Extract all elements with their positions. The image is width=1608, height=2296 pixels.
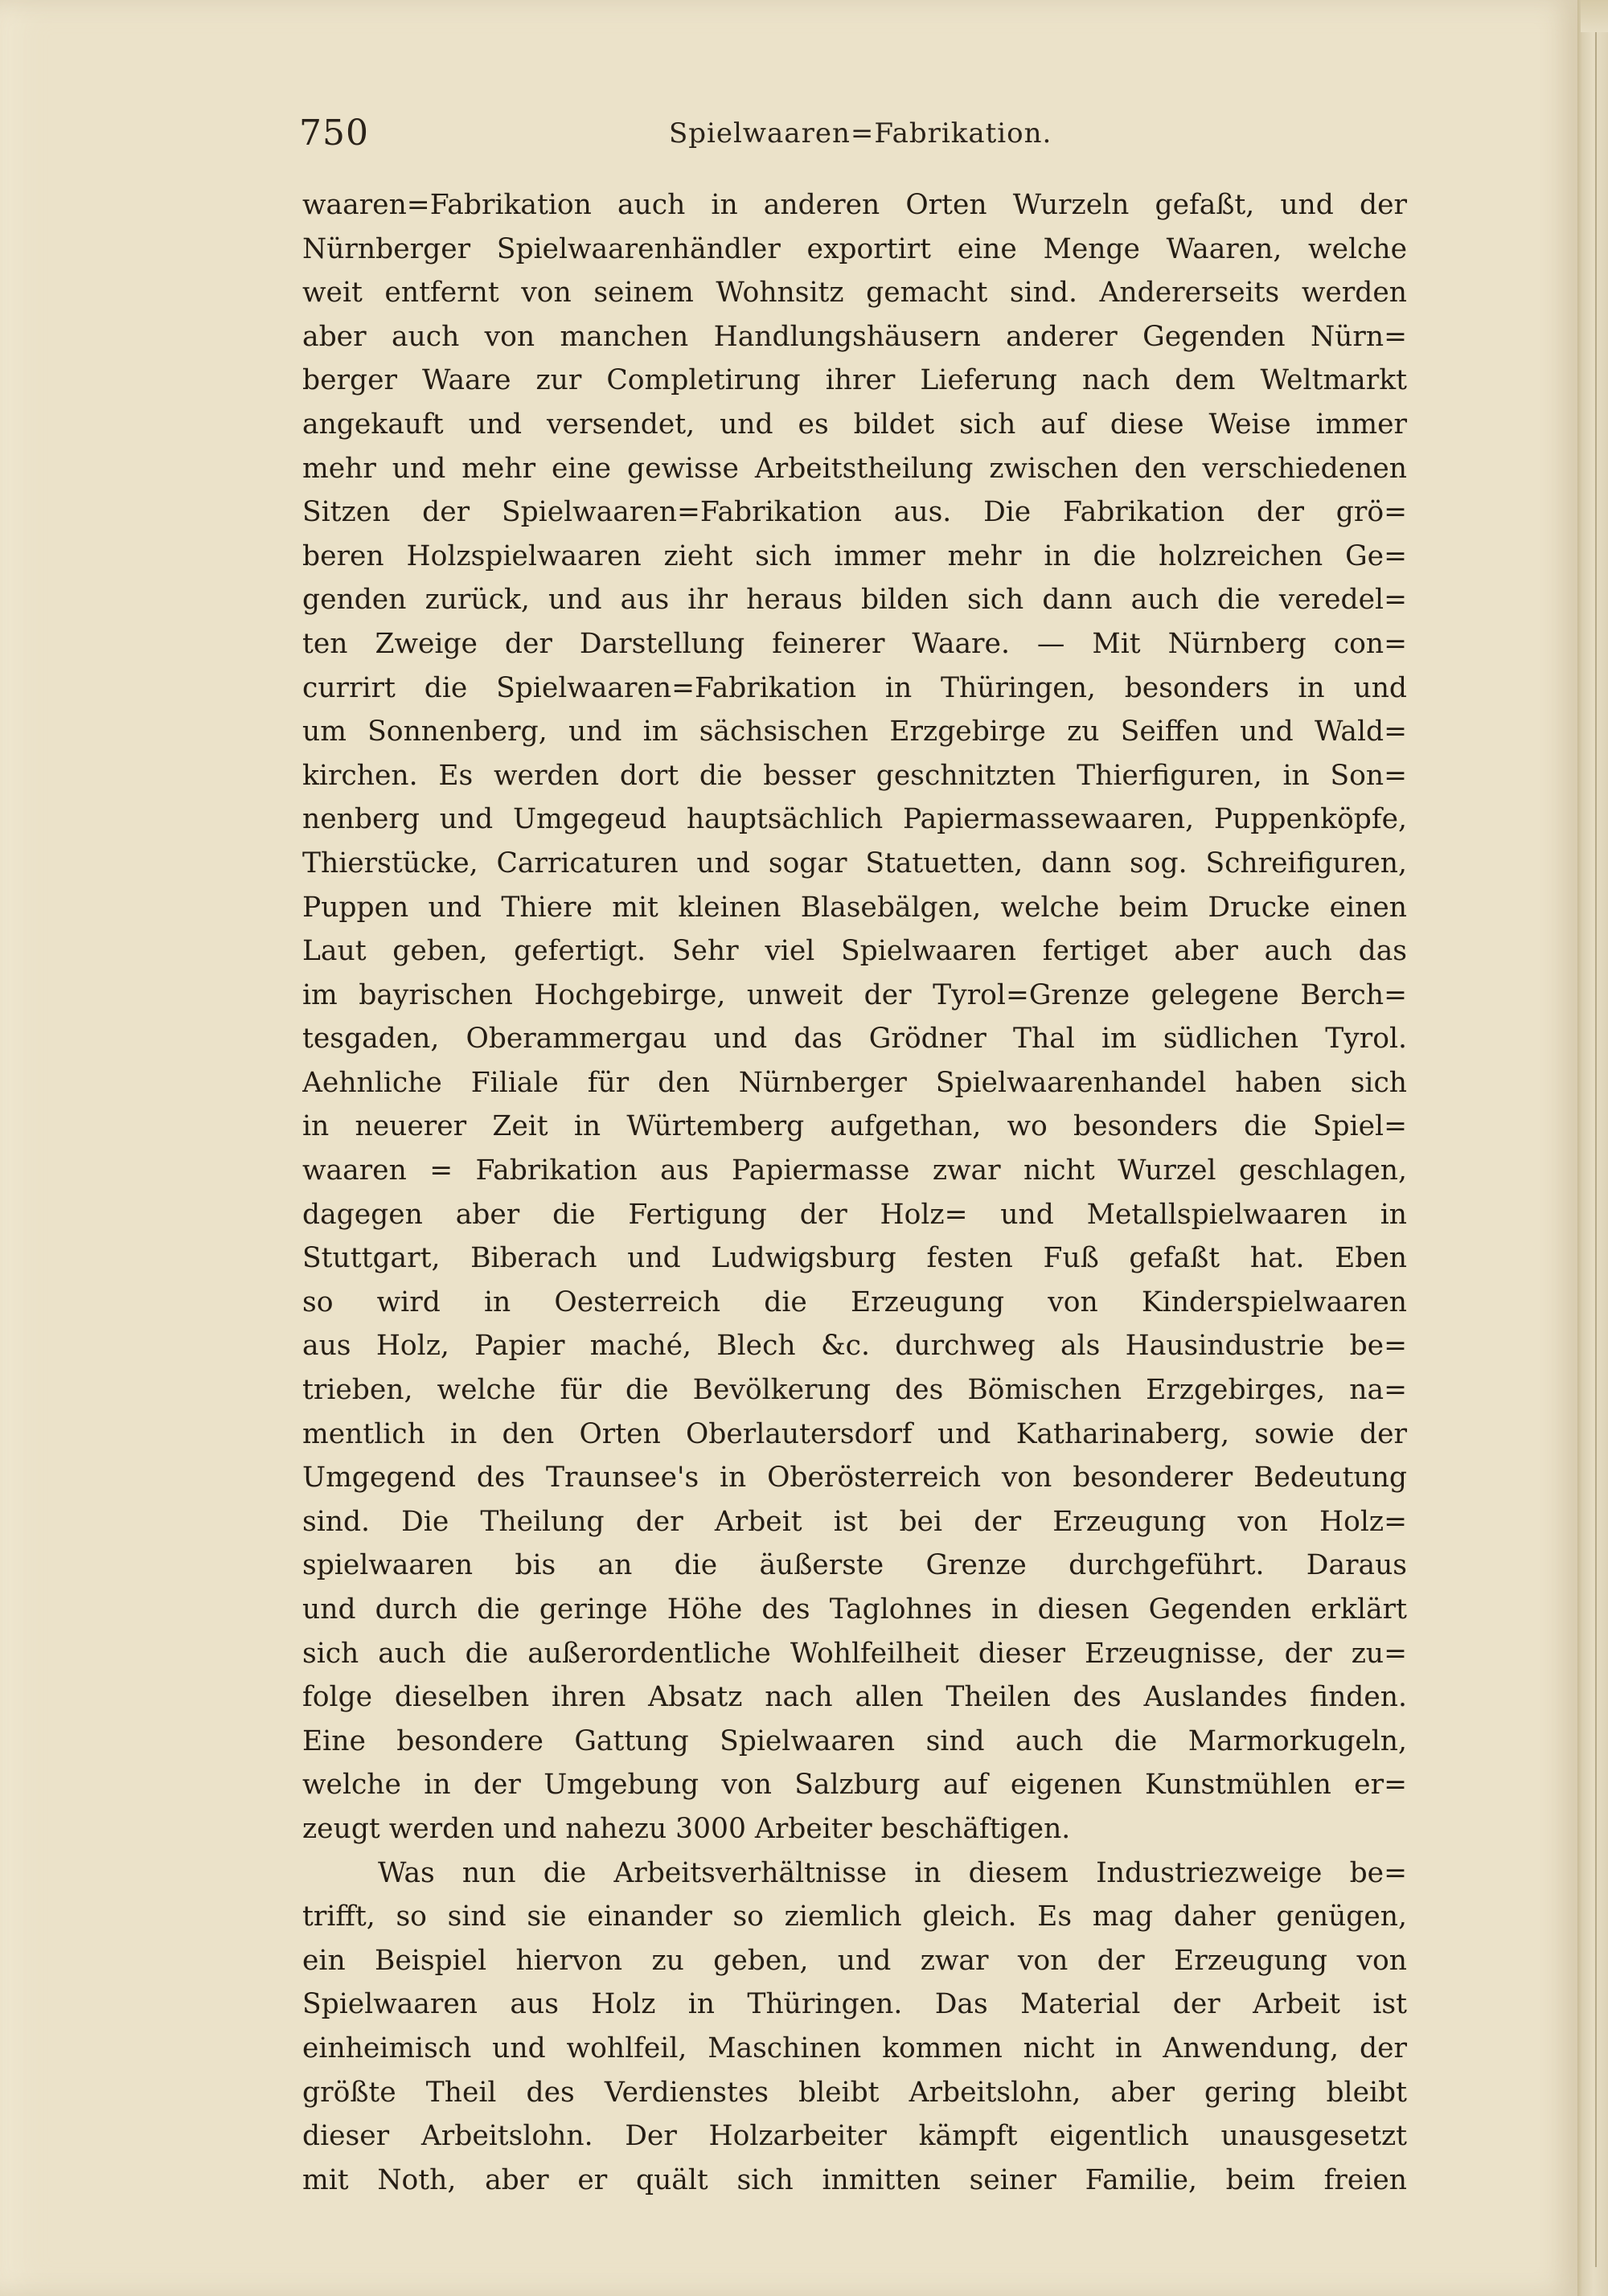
text-line: so wird in Oesterreich die Erzeugung von Kinderspielwaaren bbox=[302, 1285, 1407, 1318]
text-line: Puppen und Thiere mit kleinen Blasebälgen, welche beim Drucke einen bbox=[302, 891, 1407, 924]
text-line: weit entfernt von seinem Wohnsitz gemacht sind. Andererseits werden bbox=[302, 277, 1407, 310]
text-line: waaren = Fabrikation aus Papiermasse zwar nicht Wurzel geschlagen, bbox=[302, 1154, 1407, 1187]
text-line: trifft, so sind sie einander so ziemlich gleich. Es mag daher genügen, bbox=[302, 1900, 1407, 1933]
text-line: Eine besondere Gattung Spielwaaren sind auch die Marmorkugeln, bbox=[302, 1724, 1407, 1757]
text-line: Was nun die Arbeitsverhältnisse in diesem Industriezweige be= bbox=[378, 1856, 1407, 1889]
text-line: mehr und mehr eine gewisse Arbeitstheilung zwischen den verschiedenen bbox=[302, 452, 1407, 485]
text-line: einheimisch und wohlfeil, Maschinen kommen nicht in Anwendung, der bbox=[302, 2032, 1407, 2064]
text-line: tesgaden, Oberammergau und das Grödner Thal im südlichen Tyrol. bbox=[302, 1023, 1407, 1056]
text-line: mit Noth, aber er quält sich inmitten seiner Familie, beim freien bbox=[302, 2163, 1407, 2196]
text-line: waaren=Fabrikation auch in anderen Orten Wurzeln gefaßt, und der bbox=[302, 189, 1407, 221]
text-line: currirt die Spielwaaren=Fabrikation in Thüringen, besonders in und bbox=[302, 671, 1407, 704]
page-edge-corner bbox=[1581, 0, 1608, 32]
text-line: Nürnberger Spielwaarenhändler exportirt eine Menge Waaren, welche bbox=[302, 232, 1407, 265]
text-line: sind. Die Theilung der Arbeit ist bei der Erzeugung von Holz= bbox=[302, 1505, 1407, 1538]
text-line: aus Holz, Papier maché, Blech &c. durchweg als Hausindustrie be= bbox=[302, 1330, 1407, 1363]
text-line: ten Zweige der Darstellung feinerer Waare. — Mit Nürnberg con= bbox=[302, 627, 1407, 660]
page-header bbox=[299, 113, 1415, 161]
text-line: beren Holzspielwaaren zieht sich immer mehr in die holzreichen Ge= bbox=[302, 539, 1407, 572]
text-line: Spielwaaren aus Holz in Thüringen. Das Material der Arbeit ist bbox=[302, 1988, 1407, 2021]
text-line: und durch die geringe Höhe des Taglohnes in diesen Gegenden erklärt bbox=[302, 1593, 1407, 1626]
text-line: größte Theil des Verdienstes bleibt Arbeitslohn, aber gering bleibt bbox=[302, 2076, 1407, 2109]
text-line: Laut geben, gefertigt. Sehr viel Spielwaaren fertiget aber auch das bbox=[302, 935, 1407, 968]
text-line: sich auch die außerordentliche Wohlfeilheit dieser Erzeugnisse, der zu= bbox=[302, 1637, 1407, 1670]
page-edge-stripe bbox=[1595, 32, 1597, 2267]
text-line: Aehnliche Filiale für den Nürnberger Spielwaarenhandel haben sich bbox=[302, 1066, 1407, 1099]
text-line: ein Beispiel hiervon zu geben, und zwar von der Erzeugung von bbox=[302, 1944, 1407, 1977]
text-line: nenberg und Umgegeud hauptsächlich Papiermassewaaren, Puppenköpfe, bbox=[302, 803, 1407, 836]
text-line: zeugt werden und nahezu 3000 Arbeiter beschäftigen. bbox=[302, 1812, 1071, 1845]
text-line: im bayrischen Hochgebirge, unweit der Tyrol=Grenze gelegene Berch= bbox=[302, 978, 1407, 1011]
text-line: um Sonnenberg, und im sächsischen Erzgebirge zu Seiffen und Wald= bbox=[302, 715, 1407, 748]
text-line: Stuttgart, Biberach und Ludwigsburg festen Fuß gefaßt hat. Eben bbox=[302, 1242, 1407, 1275]
text-line: Sitzen der Spielwaaren=Fabrikation aus. Die Fabrikation der grö= bbox=[302, 496, 1407, 529]
text-line: berger Waare zur Completirung ihrer Lieferung nach dem Weltmarkt bbox=[302, 364, 1407, 397]
body-text bbox=[302, 183, 1407, 2202]
text-line: welche in der Umgebung von Salzburg auf eigenen Kunstmühlen er= bbox=[302, 1769, 1407, 1802]
text-line: dagegen aber die Fertigung der Holz= und Metallspielwaaren in bbox=[302, 1198, 1407, 1231]
text-line: folge dieselben ihren Absatz nach allen Theilen des Auslandes finden. bbox=[302, 1681, 1407, 1714]
text-line: in neuerer Zeit in Würtemberg aufgethan, wo besonders die Spiel= bbox=[302, 1110, 1407, 1143]
page-number: 750 bbox=[299, 113, 369, 154]
page-edge bbox=[1577, 0, 1608, 2296]
text-line: angekauft und versendet, und es bildet sich auf diese Weise immer bbox=[302, 408, 1407, 441]
text-line: dieser Arbeitslohn. Der Holzarbeiter kämpft eigentlich unausgesetzt bbox=[302, 2120, 1407, 2153]
text-line: spielwaaren bis an die äußerste Grenze durchgeführt. Daraus bbox=[302, 1549, 1407, 1582]
text-line: genden zurück, und aus ihr heraus bilden sich dann auch die veredel= bbox=[302, 584, 1407, 617]
text-line: kirchen. Es werden dort die besser geschnitzten Thierfiguren, in Son= bbox=[302, 759, 1407, 792]
running-head: Spielwaaren=Fabrikation. bbox=[669, 117, 1052, 150]
text-line: Umgegend des Traunsee's in Oberösterreich von besonderer Bedeutung bbox=[302, 1462, 1407, 1494]
text-line: mentlich in den Orten Oberlautersdorf und Katharinaberg, sowie der bbox=[302, 1417, 1407, 1450]
text-line: trieben, welche für die Bevölkerung des Bömischen Erzgebirges, na= bbox=[302, 1374, 1407, 1407]
text-line: Thierstücke, Carricaturen und sogar Statuetten, dann sog. Schreifiguren, bbox=[302, 847, 1407, 879]
text-line: aber auch von manchen Handlungshäusern anderer Gegenden Nürn= bbox=[302, 320, 1407, 353]
